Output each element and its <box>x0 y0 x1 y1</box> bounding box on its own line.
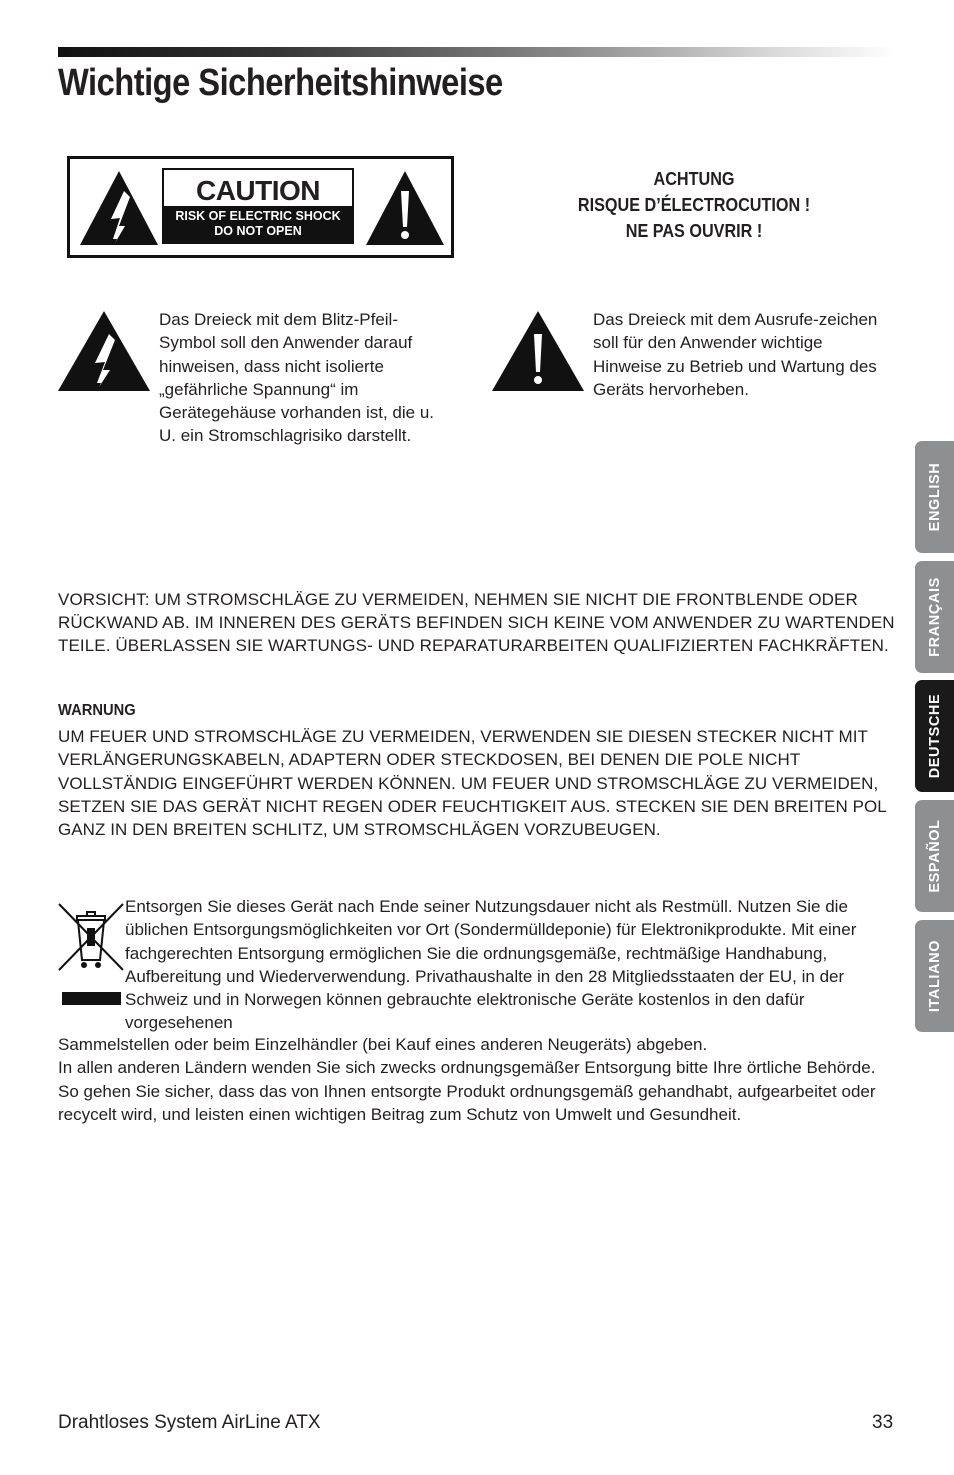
footer-product-name: Drahtloses System AirLine ATX <box>58 1412 321 1433</box>
warnung-paragraph: UM FEUER UND STROMSCHLÄGE ZU VERMEIDEN, VERWENDEN SIE DIESEN STECKER NICHT MIT VERLÄNGERUNGSKABELN, ADAPTERN ODER STECKDOSEN, BEI DENEN DIE POLE NICHT VOLLSTÄNDIG EINGEFÜHRT WERDEN KÖNNEN. UM FEUER UND STROMSCHLÄGE ZU VERMEIDEN, SETZEN SIE DAS GERÄT NICHT REGEN ODER FEUCHTIGKEIT AUS. STECKEN SIE DEN BREITEN POL GANZ IN DEN BREITEN SCHLITZ, UM STROMSCHLÄGEN VORZUBEUGEN. <box>58 727 887 840</box>
tab-francais[interactable] <box>915 561 954 673</box>
lightning-symbol-explanation: Das Dreieck mit dem Blitz-Pfeil-Symbol soll den Anwender darauf hinweisen, dass nicht isolierte „gefährliche Spannung“ im Gerätegehäuse vorhanden ist, die u. U. ein Stromschlagrisiko darstellt. <box>159 310 435 446</box>
achtung-line3: NE PAS OUVRIR ! <box>625 221 763 241</box>
exclamation-warning-icon <box>364 169 446 247</box>
tab-deutsche-label: DEUTSCHE <box>926 693 943 779</box>
exclamation-symbol-explanation: Das Dreieck mit dem Ausrufe-zeichen soll für den Anwender wichtige Hinweise zu Betrieb und Wartung des Geräts hervorheben. <box>593 310 878 399</box>
page-number: 33 <box>872 1412 894 1433</box>
tab-english-label: ENGLISH <box>926 462 943 532</box>
lightning-warning-icon <box>78 169 160 247</box>
caution-subtext-line1: RISK OF ELECTRIC SHOCK <box>175 209 341 223</box>
caution-subtext-line2: DO NOT OPEN <box>214 224 302 238</box>
page-title: Wichtige Sicherheitshinweise <box>58 62 503 104</box>
caution-word: CAUTION <box>195 175 321 206</box>
disposal-paragraph-indented: Entsorgen Sie dieses Gerät nach Ende seiner Nutzungsdauer nicht als Restmüll. Nutzen Sie die üblichen Entsorgungsmöglichkeiten vor Ort (Sondermülldeponie) für Elektronikprodukte. Mit einer fachgerechten Entsorgung ermöglichen Sie die ordnungsgemäße, rechtmäßige Handhabung, Aufbereitung und Wiederverwendung. Privathaushalte in den 28 Mitgliedsstaaten der EU, in der Schweiz und in Norwegen können gebrauchte elektronische Geräte kostenlos in den dafür vorgesehenen <box>125 897 857 1033</box>
achtung-line2: RISQUE D’ÉLECTROCUTION ! <box>577 195 811 215</box>
vorsicht-paragraph: VORSICHT: UM STROMSCHLÄGE ZU VERMEIDEN, NEHMEN SIE NICHT DIE FRONTBLENDE ODER RÜCKWAND AB. IM INNEREN DES GERÄTS BEFINDEN SICH KEINE VOM ANWENDER ZU WARTENDEN TEILE. ÜBERLASSEN SIE WARTUNGS- UND REPARATURARBEITEN QUALIFIZIERTEN FACHKRÄFTEN. <box>58 590 895 655</box>
caution-sign <box>162 168 354 244</box>
tab-italiano[interactable] <box>915 920 954 1032</box>
achtung-line1: ACHTUNG <box>653 169 735 189</box>
disposal-paragraph-2: In allen anderen Ländern wenden Sie sich zwecks ordnungsgemäßer Entsorgung bitte Ihre örtliche Behörde. <box>58 1058 876 1078</box>
lightning-warning-icon <box>57 310 151 392</box>
tab-francais-label: FRANÇAIS <box>926 577 943 657</box>
achtung-notice <box>555 166 832 244</box>
tab-english[interactable] <box>915 441 954 553</box>
crossed-bin-weee-icon <box>57 902 127 974</box>
warnung-heading: WARNUNG <box>58 702 136 719</box>
exclamation-warning-icon <box>491 310 585 392</box>
disposal-continued <box>58 1033 896 1126</box>
disposal-continued-line: Sammelstellen oder beim Einzelhändler (bei Kauf eines anderen Neugeräts) abgeben. <box>58 1035 708 1054</box>
weee-black-bar <box>62 992 121 1005</box>
caution-label <box>67 156 454 258</box>
tab-espanol[interactable] <box>915 800 954 912</box>
tab-deutsche[interactable] <box>915 680 954 792</box>
caution-subtext <box>164 206 352 242</box>
tab-espanol-label: ESPAÑOL <box>926 819 943 893</box>
tab-italiano-label: ITALIANO <box>926 939 943 1013</box>
header-gradient-bar <box>58 47 896 57</box>
disposal-paragraph-3: So gehen Sie sicher, dass das von Ihnen entsorgte Produkt ordnungsgemäß gehandhabt, aufgearbeitet oder recycelt wird, und leisten einen wichtigen Beitrag zum Schutz von Umwelt und Gesundheit. <box>58 1081 876 1124</box>
